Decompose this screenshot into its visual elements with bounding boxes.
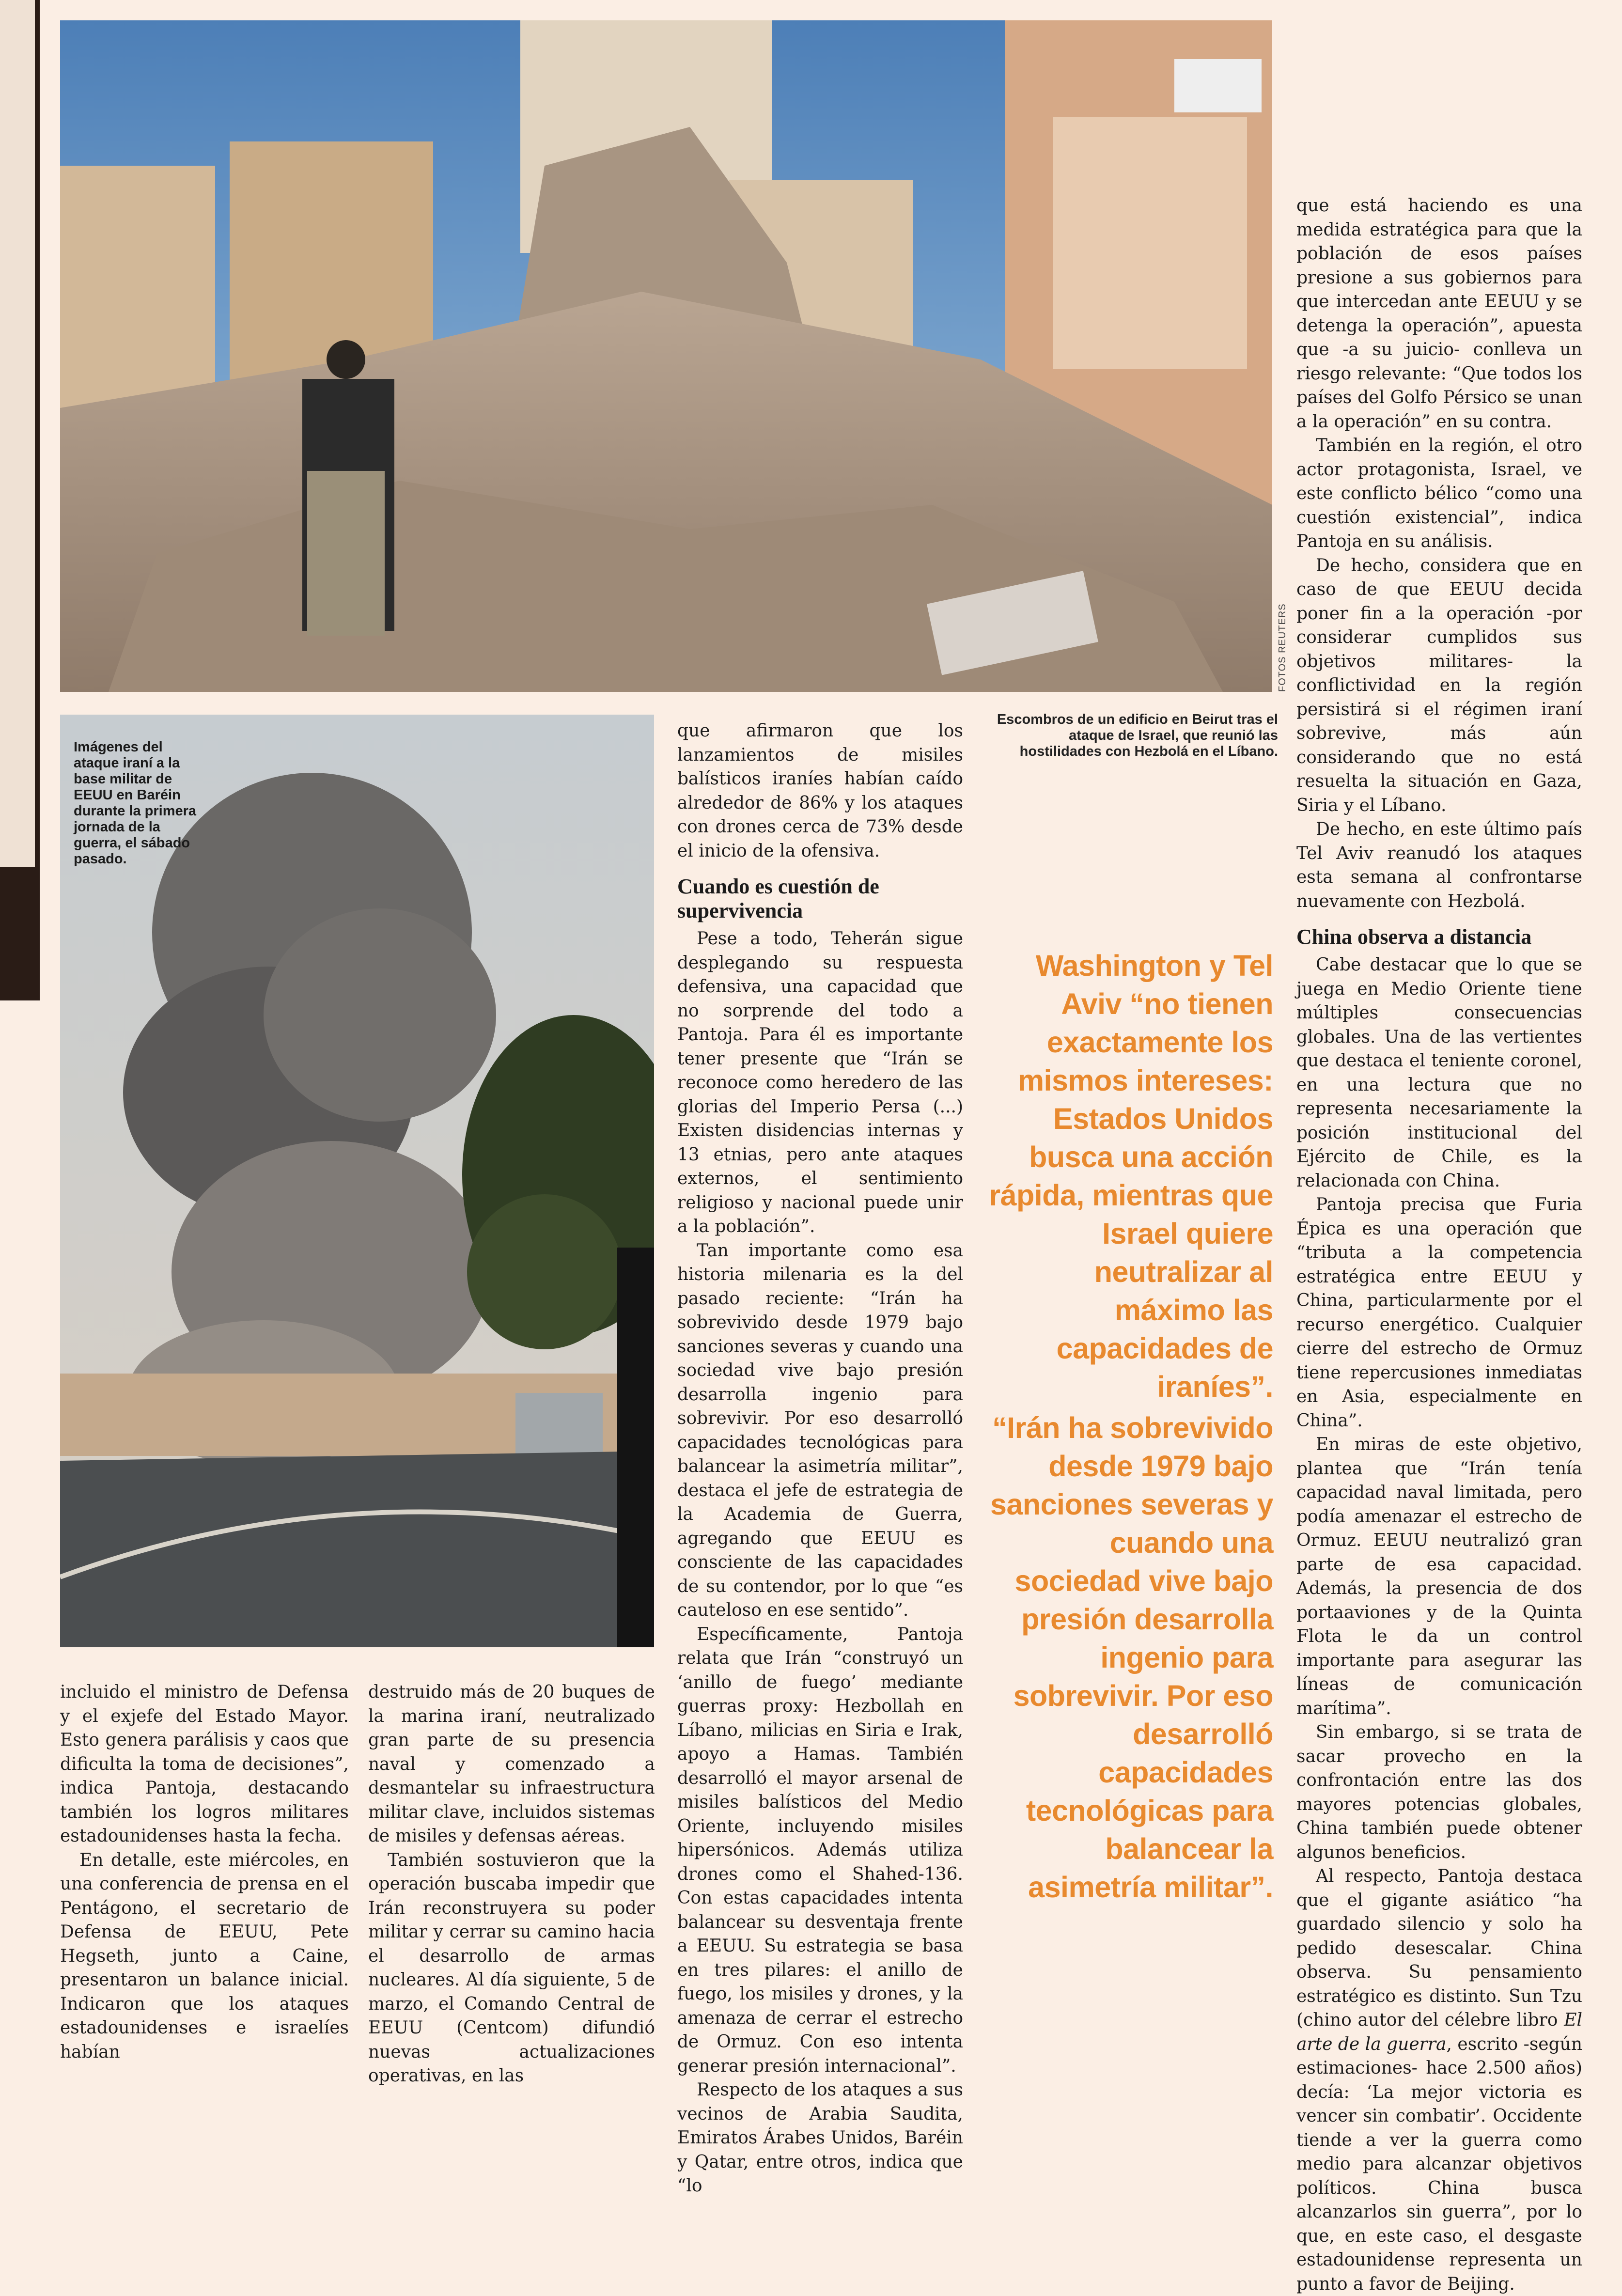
col3-paragraph-2: Tan importante como esa historia milenaria es la del pasado reciente: “Irán ha sobrevivido desde 1979 bajo sanciones severas y cuando una sociedad vive bajo presión desarrolla ingenio para sobrevivir. Por eso desarrolló capacidades tecnológicas para balancear la asimetría militar”, destaca el jefe de estrategia de la Academia de Guerra, agregando que EEUU es consciente de las capacidades de su contendor, por lo que “es cauteloso en ese sentido”. <box>677 1240 963 1620</box>
col2-paragraph-1: destruido más de 20 buques de la marina iraní, neutralizado gran parte de su presencia naval y comenzado a desmantelar su infraestructura militar clave, incluidos sistemas de misiles y defensas aéreas. <box>368 1682 655 1846</box>
rubble-photo <box>60 20 1272 692</box>
caption-top: Escombros de un edificio en Beirut tras el ataque de Israel, que reunió las hostilidades con Hezbolá en el Líbano. <box>997 712 1278 759</box>
col3-paragraph-0: que afirmaron que los lanzamientos de misiles balísticos iraníes habían caído alrededor de 86% y los ataques con drones cerca de 73% desde el inicio de la ofensiva. <box>677 721 963 861</box>
col5-paragraph-8 <box>1296 1864 1582 2296</box>
pull-quote-2: “Irán ha sobrevivido desde 1979 bajo sanciones severas y cuando una sociedad vive bajo presión desarrolla ingenio para sobrevivir. Por eso desarrolló capacidades tecnológicas para balancear la asimetría militar”. <box>990 1411 1273 1904</box>
column-2 <box>368 1680 655 2088</box>
col3-paragraph-4: Respecto de los ataques a sus vecinos de Arabia Saudita, Emiratos Árabes Unidos, Baréin y Qatar, entre otros, indica que “lo <box>677 2080 963 2196</box>
caption-left: Imágenes del ataque iraní a la base militar de EEUU en Baréin durante la primera jornada de la guerra, el sábado pasado. <box>74 739 197 867</box>
col3-paragraph-1: Pese a todo, Teherán sigue desplegando su respuesta defensiva, una capacidad que no sorprende del todo a Pantoja. Para él es importante tener presente que “Irán se reconoce como heredero de las glorias del Imperio Persa (...) Existen disidencias internas y 13 etnias, pero ante ataques externos, el sentimiento religioso y nacional puede unir a la población”. <box>677 929 963 1236</box>
col5-paragraph-2: De hecho, considera que en caso de que EEUU decida poner fin a la operación -por considerar cumplidos sus objetivos militares- la conflictividad en la región persistirá si el régimen iraní sobrevive, más aún considerando que no está resuelta la situación en Gaza, Siria y el Líbano. <box>1296 555 1582 815</box>
col5-paragraph-4: Cabe destacar que lo que se juega en Medio Oriente tiene múltiples consecuencias globales. Una de las vertientes que destaca el teniente coronel, en una lectura que no representa necesariamente la posición institucional del Ejército de Chile, es la relacionada con China. <box>1296 955 1582 1191</box>
col2-paragraph-2: También sostuvieron que la operación buscaba impedir que Irán reconstruyera su poder militar y cerrar su camino hacia el desarrollo de armas nucleares. Al día siguiente, 5 de marzo, el Comando Central de EEUU (Centcom) difundió nuevas actualizaciones operativas, en las <box>368 1850 655 2086</box>
section-heading-china: China observa a distancia <box>1296 925 1532 949</box>
pull-quote-1: Washington y Tel Aviv “no tienen exactamente los mismos intereses: Estados Unidos busca una acción rápida, mientras que Israel quiere neutralizar al máximo las capacidades de iraníes”. <box>989 949 1273 1403</box>
photo-credit: FOTOS REUTERS <box>1277 603 1288 692</box>
column-5 <box>1296 194 1582 2296</box>
col5-paragraph-8-c: , escrito -según estimaciones- hace 2.500 años) decía: ‘La mejor victoria es vencer sin combatir’. Occidente tiende a ver la guerra como medio para alcanzar objetivos políticos. China busca alcanzarlos sin guerra”, por lo que, en este caso, el desgaste estadounidense representa un punto a favor de Beijing. <box>1296 2034 1583 2294</box>
page-edge-light <box>0 0 35 867</box>
col1-paragraph-2: En detalle, este miércoles, en una conferencia de prensa en el Pentágono, el secretario de Defensa de EEUU, Pete Hegseth, junto a Caine, presentaron un balance inicial. Indicaron que los ataques estadounidenses e israelíes habían <box>60 1850 349 2062</box>
column-3 <box>677 719 963 2198</box>
col5-paragraph-3: De hecho, en este último país Tel Aviv reanudó los ataques esta semana al confrontarse nuevamente con Hezbolá. <box>1296 819 1582 911</box>
col5-paragraph-1: También en la región, el otro actor protagonista, Israel, ve este conflicto bélico “como una cuestión existencial”, indica Pantoja en su análisis. <box>1296 436 1582 551</box>
col5-paragraph-5: Pantoja precisa que Furia Épica es una operación que “tributa a la competencia estratégica entre EEUU y China, particularmente por el recurso energético. Cualquier cierre del estrecho de Ormuz tiene repercusiones inmediatas en Asia, especialmente en China”. <box>1296 1195 1582 1431</box>
col5-paragraph-0: que está haciendo es una medida estratégica para que la población de esos países presione a sus gobiernos para que intercedan ante EEUU y se detenga la operación”, apuesta que -a su juicio- conlleva un riesgo relevante: “Que todos los países del Golfo Pérsico se unan a la operación” en su contra. <box>1296 196 1582 432</box>
col1-paragraph-1: incluido el ministro de Defensa y el exjefe del Estado Mayor. Esto genera parálisis y caos que dificulta la toma de decisiones”, indica Pantoja, destacando también los logros militares estadounidenses hasta la fecha. <box>60 1682 349 1846</box>
section-heading-supervivencia: Cuando es cuestión de supervivencia <box>677 875 879 922</box>
col5-paragraph-7: Sin embargo, si se trata de sacar provecho en la confrontación entre las dos mayores potencias globales, China también puede obtener algunos beneficios. <box>1296 1722 1582 1862</box>
book-title: El arte de la guerra <box>1296 2010 1582 2054</box>
col5-paragraph-8-a: Al respecto, Pantoja destaca que el gigante asiático “ha guardado silencio y solo ha pedido desescalar. China observa. Su pensamiento estratégico es distinto. Sun Tzu (chino autor del célebre libro <box>1296 1866 1582 2030</box>
col3-paragraph-3: Específicamente, Pantoja relata que Irán “construyó un ‘anillo de fuego’ mediante guerras proxy: Hezbollah en Líbano, milicias en Siria e Irak, apoyo a Hamas. También desarrolló el mayor arsenal de misiles balísticos del Medio Oriente, incluyendo misiles hipersónicos. Además utiliza drones como el Shahed-136. Con estas capacidades intenta balancear su desventaja frente a EEUU. Su estrategia se basa en tres pilares: el anillo de fuego, los misiles y drones, y la amenaza de cerrar el estrecho de Ormuz. Con eso intenta generar presión internacional”. <box>677 1624 963 2076</box>
col5-paragraph-6: En miras de este objetivo, plantea que “Irán tenía capacidad naval limitada, pero podía amenazar el estrecho de Ormuz. EEUU neutralizó gran parte de esa capacidad. Además, la presencia de dos portaaviones y de la Quinta Flota le da un control importante para asegurar las líneas de comunicación marítima”. <box>1296 1435 1582 1718</box>
column-1 <box>60 1680 349 2064</box>
